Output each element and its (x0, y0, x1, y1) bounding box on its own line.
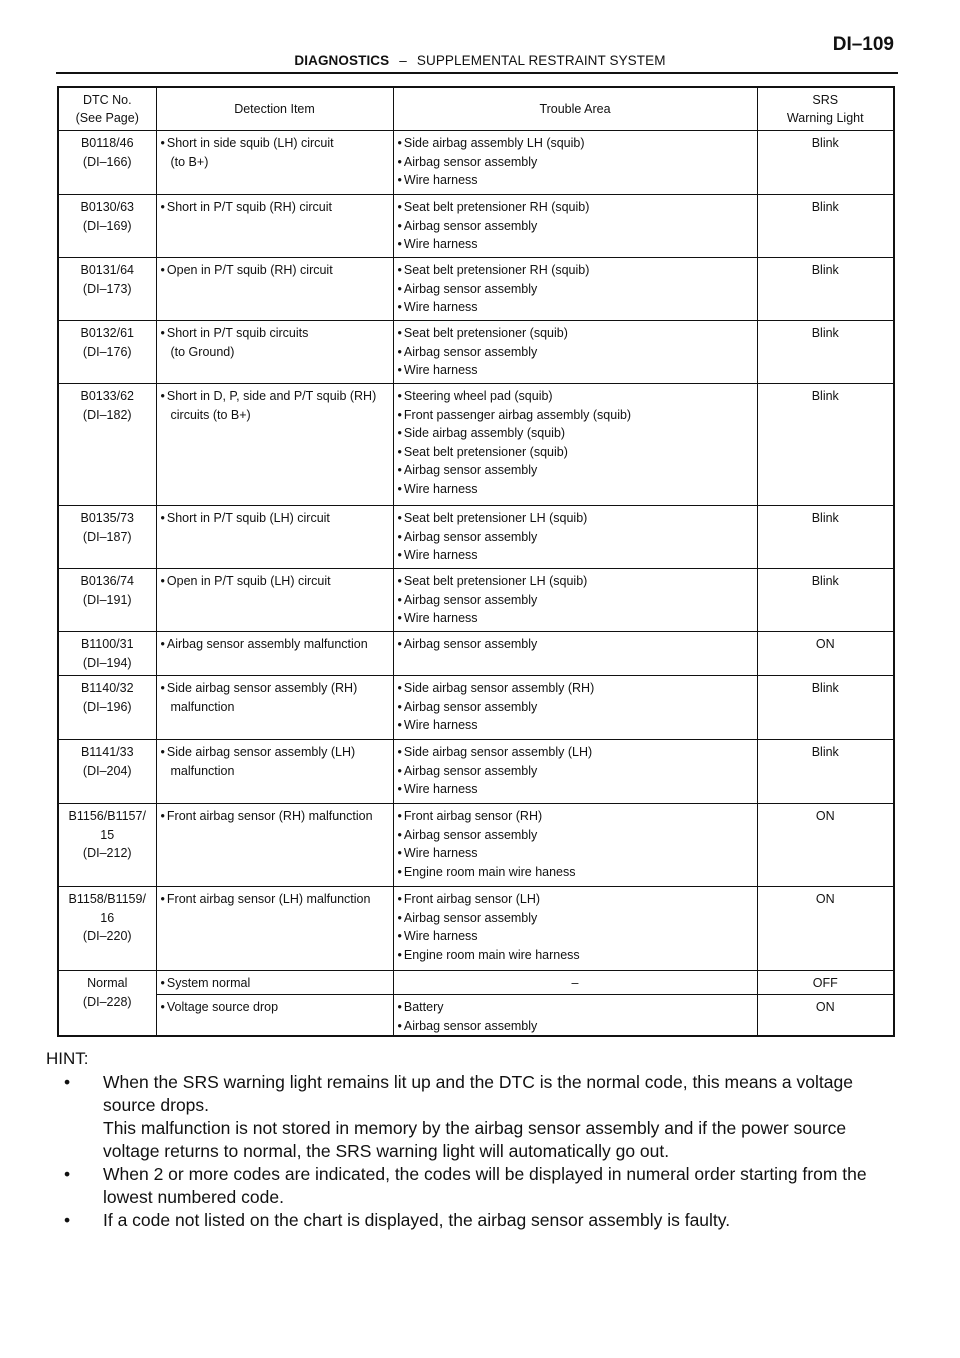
cell-line: • Wire harness (398, 546, 753, 565)
trouble-area-cell (393, 676, 757, 740)
warning-light-cell: Blink (757, 384, 894, 506)
dtc-code-line: 16 (100, 910, 115, 925)
warning-light-cell: Blink (757, 676, 894, 740)
cell-line: • Airbag sensor assembly (398, 1017, 753, 1036)
table-row (58, 676, 894, 740)
cell-line: (to B+) (170, 154, 209, 169)
dtc-code-cell (58, 804, 156, 887)
detection-item-cell (156, 321, 393, 384)
cell-line: • Seat belt pretensioner RH (squib) (398, 198, 753, 217)
cell-line: • Airbag sensor assembly (398, 153, 753, 172)
dtc-code-line: B1141/33 (80, 745, 134, 759)
dtc-code-line: (DI–169) (82, 218, 132, 233)
trouble-area-cell (393, 131, 757, 195)
warning-light-cell: ON (757, 804, 894, 887)
dtc-code-line: B0130/63 (80, 200, 135, 214)
table-row (58, 740, 894, 804)
warning-light-cell: Blink (757, 131, 894, 195)
cell-line: • Open in P/T squib (LH) circuit (161, 572, 389, 591)
detection-item-cell (156, 804, 393, 887)
cell-line: • Airbag sensor assembly malfunction (161, 635, 389, 654)
warning-light-cell: ON (757, 887, 894, 971)
cell-line: • Front airbag sensor (LH) malfunction (161, 890, 389, 909)
trouble-area-cell (393, 258, 757, 321)
dtc-code-cell (58, 569, 156, 632)
cell-line: • Wire harness (398, 927, 753, 946)
detection-item-cell (156, 258, 393, 321)
warning-light-cell: Blink (757, 258, 894, 321)
table-row (58, 195, 894, 258)
cell-line: • Wire harness (398, 235, 753, 254)
dtc-code-cell (58, 131, 156, 195)
header-rule (56, 72, 898, 74)
table-row (58, 632, 894, 676)
table-row-normal (58, 971, 894, 995)
cell-line: • Front airbag sensor (RH) (398, 807, 753, 826)
detection-item-cell (156, 740, 393, 804)
header-trouble: Trouble Area (393, 87, 757, 131)
header-srs: SRS Warning Light (757, 87, 894, 131)
trouble-area-cell: – (393, 971, 757, 995)
bullet: • (64, 1164, 71, 1184)
dtc-code-cell (58, 971, 156, 1037)
cell-line: • Airbag sensor assembly (398, 762, 753, 781)
hint-item (56, 1071, 906, 1163)
cell-line: (to Ground) (170, 344, 235, 359)
header-separator: – (399, 53, 407, 68)
detection-item-cell (156, 632, 393, 676)
trouble-area-cell (393, 321, 757, 384)
cell-line: • Airbag sensor assembly (398, 909, 753, 928)
dtc-code-line: (DI–191) (82, 592, 132, 607)
warning-light-cell: Blink (757, 506, 894, 569)
dtc-code-line: (DI–196) (82, 699, 132, 714)
dtc-code-line: B0136/74 (80, 574, 135, 588)
cell-line: • Airbag sensor assembly (398, 698, 753, 717)
dtc-code-line: (DI–228) (82, 994, 132, 1009)
cell-line: • Wire harness (398, 716, 753, 735)
header-detection: Detection Item (156, 87, 393, 131)
cell-line: • Side airbag assembly (squib) (398, 424, 753, 443)
cell-line: • Side airbag sensor assembly (RH) (161, 679, 389, 698)
hint-paragraph: If a code not listed on the chart is displayed, the airbag sensor assembly is faulty. (103, 1210, 731, 1230)
warning-light-cell: OFF (757, 971, 894, 995)
warning-light-cell: Blink (757, 569, 894, 632)
cell-line: • Steering wheel pad (squib) (398, 387, 753, 406)
detection-item-cell (156, 676, 393, 740)
dtc-code-line: 15 (100, 827, 115, 842)
dtc-code-line: B1100/31 (80, 637, 134, 651)
hint-label: HINT: (46, 1049, 89, 1068)
cell-line: • Wire harness (398, 171, 753, 190)
cell-line: • Front airbag sensor (LH) (398, 890, 753, 909)
cell-line: • Side airbag sensor assembly (RH) (398, 679, 753, 698)
dtc-code-cell (58, 384, 156, 506)
warning-light-cell: Blink (757, 195, 894, 258)
table-row (58, 804, 894, 887)
cell-line: • Wire harness (398, 298, 753, 317)
detection-item-cell (156, 887, 393, 971)
cell-line: • Short in P/T squib (LH) circuit (161, 509, 389, 528)
cell-line: • System normal (161, 974, 389, 993)
cell-line: • Open in P/T squib (RH) circuit (161, 261, 389, 280)
hint-paragraph: When the SRS warning light remains lit up and the DTC is the normal code, this means a voltage source drops. (103, 1072, 853, 1115)
cell-line: • Voltage source drop (161, 998, 389, 1017)
table-row (58, 887, 894, 971)
dtc-code-cell (58, 740, 156, 804)
dtc-table (57, 86, 895, 1037)
cell-line: • Wire harness (398, 844, 753, 863)
dtc-code-line: B0133/62 (80, 389, 135, 403)
dtc-code-line: B1140/32 (80, 681, 134, 695)
dtc-code-line: Normal (87, 976, 128, 990)
cell-line: • Front passenger airbag assembly (squib) (398, 406, 753, 425)
cell-line: • Front airbag sensor (RH) malfunction (161, 807, 389, 826)
hint-paragraph: This malfunction is not stored in memory by the airbag sensor assembly and if the power source voltage returns to normal, the SRS warning light will automatically go out. (103, 1118, 847, 1161)
cell-line: • Short in P/T squib (RH) circuit (161, 198, 389, 217)
cell-line: • Airbag sensor assembly (398, 528, 753, 547)
cell-line: • Seat belt pretensioner LH (squib) (398, 572, 753, 591)
warning-light-cell: ON (757, 632, 894, 676)
dtc-code-line: (DI–220) (82, 929, 132, 943)
cell-line: malfunction (170, 763, 235, 778)
trouble-area-cell (393, 384, 757, 506)
dtc-code-line: B1158/B1159/ (68, 892, 146, 906)
hint-item (56, 1163, 906, 1209)
warning-light-cell: ON (757, 995, 894, 1037)
page-header (0, 53, 960, 68)
cell-line: • Seat belt pretensioner (squib) (398, 443, 753, 462)
cell-line: • Short in side squib (LH) circuit (161, 134, 389, 153)
detection-item-cell (156, 995, 393, 1037)
dtc-code-line: B0131/64 (80, 263, 135, 277)
cell-line: • Airbag sensor assembly (398, 826, 753, 845)
detection-item-cell (156, 569, 393, 632)
trouble-area-cell (393, 740, 757, 804)
cell-line: • Wire harness (398, 480, 753, 499)
table-row (58, 321, 894, 384)
detection-item-cell (156, 384, 393, 506)
table-body (58, 131, 894, 1037)
dtc-code-cell (58, 676, 156, 740)
cell-line: • Side airbag sensor assembly (LH) (161, 743, 389, 762)
trouble-area-cell (393, 887, 757, 971)
section-title: DIAGNOSTICS (294, 53, 390, 68)
bullet: • (64, 1072, 71, 1092)
cell-line: • Wire harness (398, 361, 753, 380)
subsection-title: SUPPLEMENTAL RESTRAINT SYSTEM (416, 53, 666, 68)
trouble-area-cell (393, 195, 757, 258)
cell-line: • Engine room main wire haness (398, 863, 753, 882)
detection-item-cell (156, 131, 393, 195)
cell-line: • Side airbag sensor assembly (LH) (398, 743, 753, 762)
dtc-code-line: (DI–182) (82, 407, 132, 422)
dtc-code-cell (58, 632, 156, 676)
cell-line: • Wire harness (398, 780, 753, 799)
cell-line: circuits (to B+) (170, 407, 251, 422)
cell-line: • Airbag sensor assembly (398, 635, 753, 654)
hint-item (56, 1209, 906, 1232)
dtc-code-line: (DI–173) (82, 281, 132, 296)
trouble-area-cell (393, 569, 757, 632)
trouble-area-cell (393, 804, 757, 887)
warning-light-cell: Blink (757, 740, 894, 804)
cell-line: • Engine room main wire harness (398, 946, 753, 965)
dtc-code-line: (DI–204) (82, 763, 132, 778)
dtc-code-cell (58, 258, 156, 321)
dtc-code-cell (58, 195, 156, 258)
cell-line: • Side airbag assembly LH (squib) (398, 134, 753, 153)
table-row (58, 569, 894, 632)
dtc-code-cell (58, 887, 156, 971)
table-row-normal (58, 995, 894, 1037)
hint-paragraph: When 2 or more codes are indicated, the codes will be displayed in numeral order starting from the lowest numbered code. (103, 1164, 867, 1207)
cell-line: • Airbag sensor assembly (398, 217, 753, 236)
cell-line: • Seat belt pretensioner (squib) (398, 324, 753, 343)
detection-item-cell (156, 506, 393, 569)
dtc-code-cell (58, 506, 156, 569)
dtc-code-line: (DI–176) (82, 344, 132, 359)
bullet: • (64, 1210, 71, 1230)
table-row (58, 258, 894, 321)
cell-line: • Seat belt pretensioner LH (squib) (398, 509, 753, 528)
dtc-code-line: (DI–166) (82, 154, 132, 169)
cell-line: • Airbag sensor assembly (398, 280, 753, 299)
cell-line: • Seat belt pretensioner RH (squib) (398, 261, 753, 280)
dtc-code-line: B0132/61 (80, 326, 135, 340)
cell-line: • Airbag sensor assembly (398, 343, 753, 362)
dtc-code-cell (58, 321, 156, 384)
cell-line: • Airbag sensor assembly (398, 591, 753, 610)
detection-item-cell (156, 971, 393, 995)
table-row (58, 131, 894, 195)
trouble-area-cell (393, 506, 757, 569)
page-number: DI–109 (832, 34, 894, 55)
dtc-code-line: (DI–194) (82, 655, 132, 670)
cell-line: • Airbag sensor assembly (398, 461, 753, 480)
warning-light-cell: Blink (757, 321, 894, 384)
table-row (58, 506, 894, 569)
trouble-area-cell (393, 995, 757, 1037)
header-dtc: DTC No. (See Page) (58, 87, 156, 131)
trouble-area-cell (393, 632, 757, 676)
table-header-row (58, 87, 894, 131)
detection-item-cell (156, 195, 393, 258)
dtc-code-line: B0135/73 (80, 511, 135, 525)
dtc-code-line: (DI–212) (82, 846, 132, 860)
dtc-code-line: B0118/46 (80, 136, 134, 150)
dtc-code-line: (DI–187) (82, 529, 132, 544)
dtc-code-line: B1156/B1157/ (68, 809, 146, 823)
table-row (58, 384, 894, 506)
cell-line: • Short in P/T squib circuits (161, 324, 389, 343)
cell-line: malfunction (170, 699, 235, 714)
cell-line: • Short in D, P, side and P/T squib (RH) (161, 387, 389, 406)
cell-line: • Battery (398, 998, 753, 1017)
hint-list (56, 1071, 906, 1232)
cell-line: • Wire harness (398, 609, 753, 628)
